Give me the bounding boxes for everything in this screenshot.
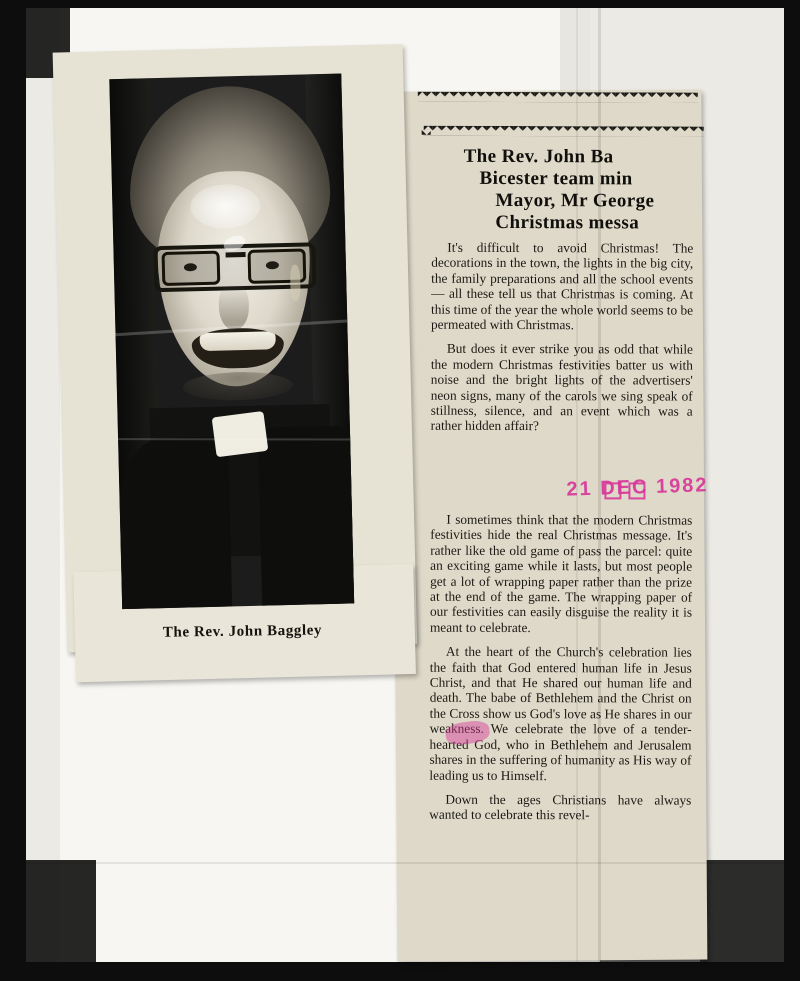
photo-caption: The Rev. John Baggley [162, 622, 323, 641]
photo-scratch-side [290, 265, 301, 301]
paragraph: At the heart of the Church's celebration lies the faith that God entered human life in Jesus Christ, and that He shared our human life and death. The babe of Bethlehem and the Christ on the Cross show us God's love as He shares in our weakness. We celebrate the love of a tender-hearted God, who in Bethlehem and Jerusalem shares in the suffering of humanity as His way of leading us to Himself. [429, 644, 692, 783]
date-stamp: 21 DEC 1982 [566, 474, 709, 501]
scan-fold-line-right [598, 8, 601, 962]
headline [435, 136, 703, 247]
headline-border-left [421, 126, 430, 228]
article-body-lower [429, 512, 692, 833]
left-shoulder [118, 436, 232, 609]
paragraph: It's difficult to avoid Christmas! The decorations in the town, the lights in the big city, the family preparations and all the school events — all these tell us that Christmas is coming. At this time of the year the whole world seems to be permeated with Christmas. [430, 239, 694, 333]
newspaper-clipping [53, 36, 775, 971]
date-stamp-box-2 [628, 482, 645, 499]
portrait-photograph [109, 74, 354, 610]
eyeglasses-bridge [226, 252, 246, 257]
paragraph: Down the ages Christians have always wanted to celebrate this revel- [429, 791, 692, 823]
scan-fold-line-inner [576, 8, 578, 962]
paragraph: But does it ever strike you as odd that while the modern Christmas festivities batter us with noise and the bright lights of the advertisers' neon signs, many of the carols we sing speak of stillness, silence, and an event which was a rather hidden affair? [430, 341, 693, 434]
scan-border-top [0, 0, 800, 8]
scan-fold-line-bottom [26, 862, 784, 864]
headline-line-3: Mayor, Mr George [495, 189, 655, 212]
headline-border-bottom [418, 92, 698, 103]
headline-line-4: Christmas messa [495, 211, 640, 234]
article-body-upper [431, 240, 694, 444]
headline-line-2: Bicester team min [479, 167, 633, 190]
scan-border-right [784, 0, 800, 981]
paragraph: I sometimes think that the modern Christmas festivities hide the real Christmas message. It's rather like the old game of pass the parcel: quite an exciting game while it lasts, but most people get a lot of wrapping paper rather than the prize at the end of the game. The wrapping paper of our festivities can easily disguise the reality it is meant to celebrate. [429, 511, 693, 635]
chin-shadow [182, 371, 293, 402]
photo-crease-lower [118, 438, 350, 440]
clerical-collar [212, 411, 269, 457]
article-column [415, 92, 718, 959]
scan-border-left [0, 0, 26, 981]
headline-line-1: The Rev. John Ba [463, 145, 614, 168]
date-stamp-box-1 [604, 482, 621, 499]
right-shoulder [258, 425, 354, 609]
teeth [200, 331, 276, 351]
